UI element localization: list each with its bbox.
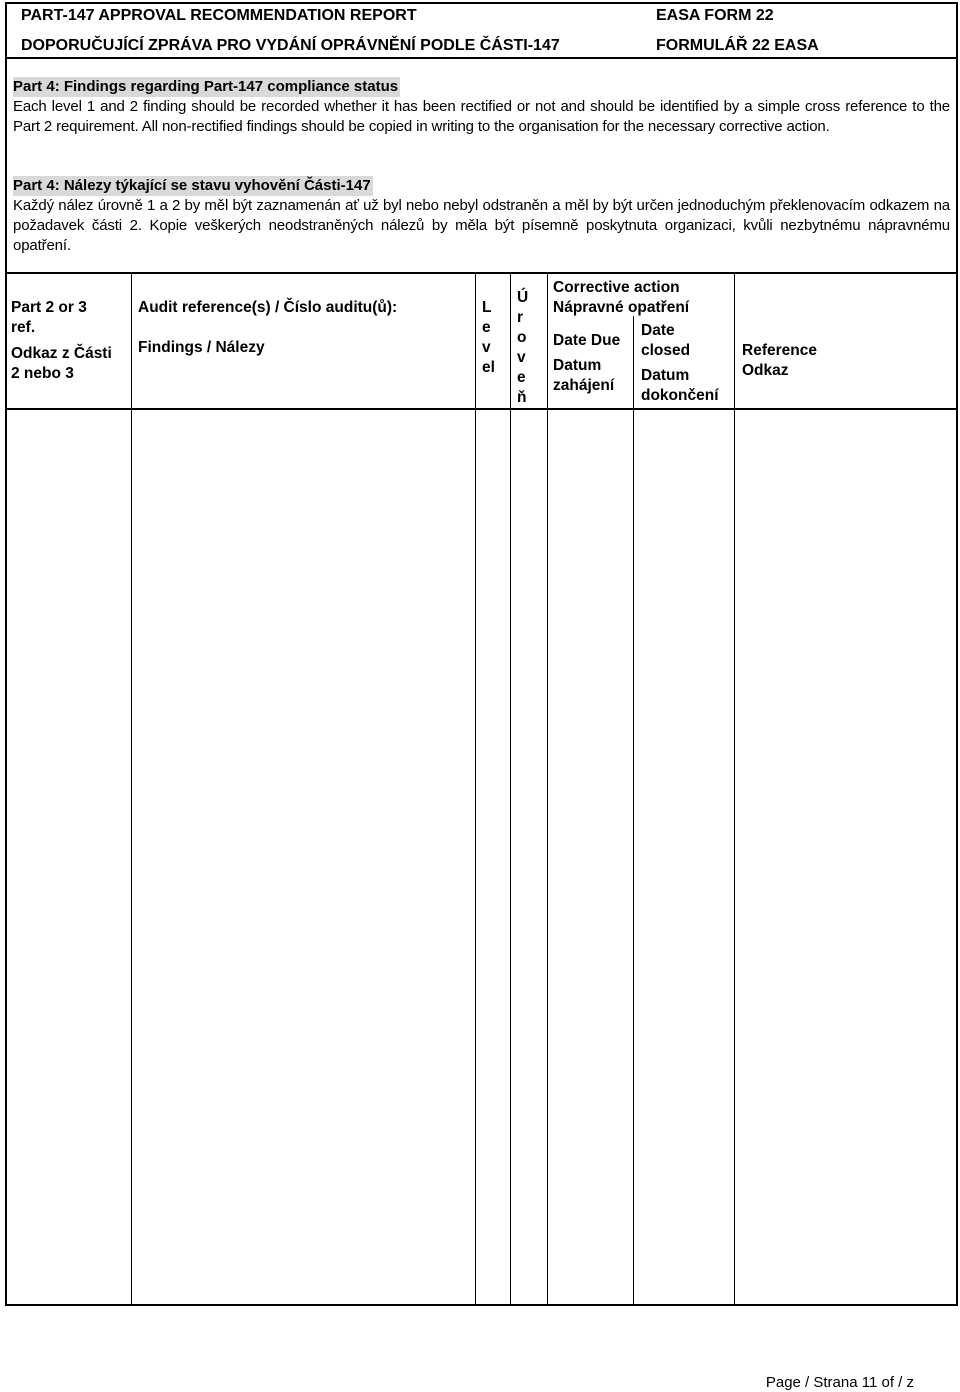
header-uroven: Úroveň bbox=[517, 289, 529, 406]
column-divider bbox=[131, 274, 132, 1306]
findings-table bbox=[7, 272, 956, 1306]
section-czech bbox=[13, 176, 950, 256]
header-date-due: Date Due Datum zahájení bbox=[553, 332, 621, 394]
report-title-cz: DOPORUČUJÍCÍ ZPRÁVA PRO VYDÁNÍ OPRÁVNĚNÍ PODLE ČÁSTI-147 bbox=[21, 37, 560, 54]
header-audit-reference: Audit reference(s) / Číslo auditu(ů): Findings / Nálezy bbox=[138, 299, 398, 356]
header-level: Level bbox=[482, 299, 495, 376]
form-header bbox=[7, 4, 956, 59]
column-divider bbox=[547, 274, 548, 1306]
section-text-cz: Každý nález úrovně 1 a 2 by měl být zaznamenán ať už byl nebo nebyl odstraněn a měl by být určen jednoduchým překlenovacím odkazem na požadavek části 2. Kopie veškerých neodstraněných nálezů by měla být písemně poskytnuta organizaci, kvůli nezbytnému nápravnému opatření. bbox=[13, 197, 950, 254]
section-text-en: Each level 1 and 2 finding should be recorded whether it has been rectified or not and should be identified by a simple cross reference to the Part 2 requirement. All non-rectified findings should be copied in writing to the organisation for the necessary corrective action. bbox=[13, 98, 950, 135]
header-reference: Reference Odkaz bbox=[742, 342, 817, 379]
column-divider bbox=[475, 274, 476, 1306]
section-heading-cz: Part 4: Nálezy týkající se stavu vyhovění Části-147 bbox=[13, 177, 371, 194]
report-title-en: PART-147 APPROVAL RECOMMENDATION REPORT bbox=[21, 7, 417, 24]
header-corrective-action: Corrective action Nápravné opatření bbox=[553, 279, 690, 316]
column-divider bbox=[510, 274, 511, 1306]
form-frame bbox=[5, 2, 958, 1306]
table-header-divider bbox=[7, 408, 956, 410]
form-number-cz: FORMULÁŘ 22 EASA bbox=[656, 37, 819, 54]
column-divider bbox=[734, 274, 735, 1306]
header-part-ref: Part 2 or 3 ref. Odkaz z Části 2 nebo 3 bbox=[11, 299, 112, 382]
column-divider bbox=[633, 316, 634, 1306]
form-number-en: EASA FORM 22 bbox=[656, 7, 774, 24]
page-number: Page / Strana 11 of / z bbox=[765, 1374, 914, 1391]
section-english bbox=[13, 77, 950, 137]
section-heading-en: Part 4: Findings regarding Part-147 compliance status bbox=[13, 78, 399, 95]
header-date-closed: Date closed Datum dokončení bbox=[641, 322, 719, 404]
